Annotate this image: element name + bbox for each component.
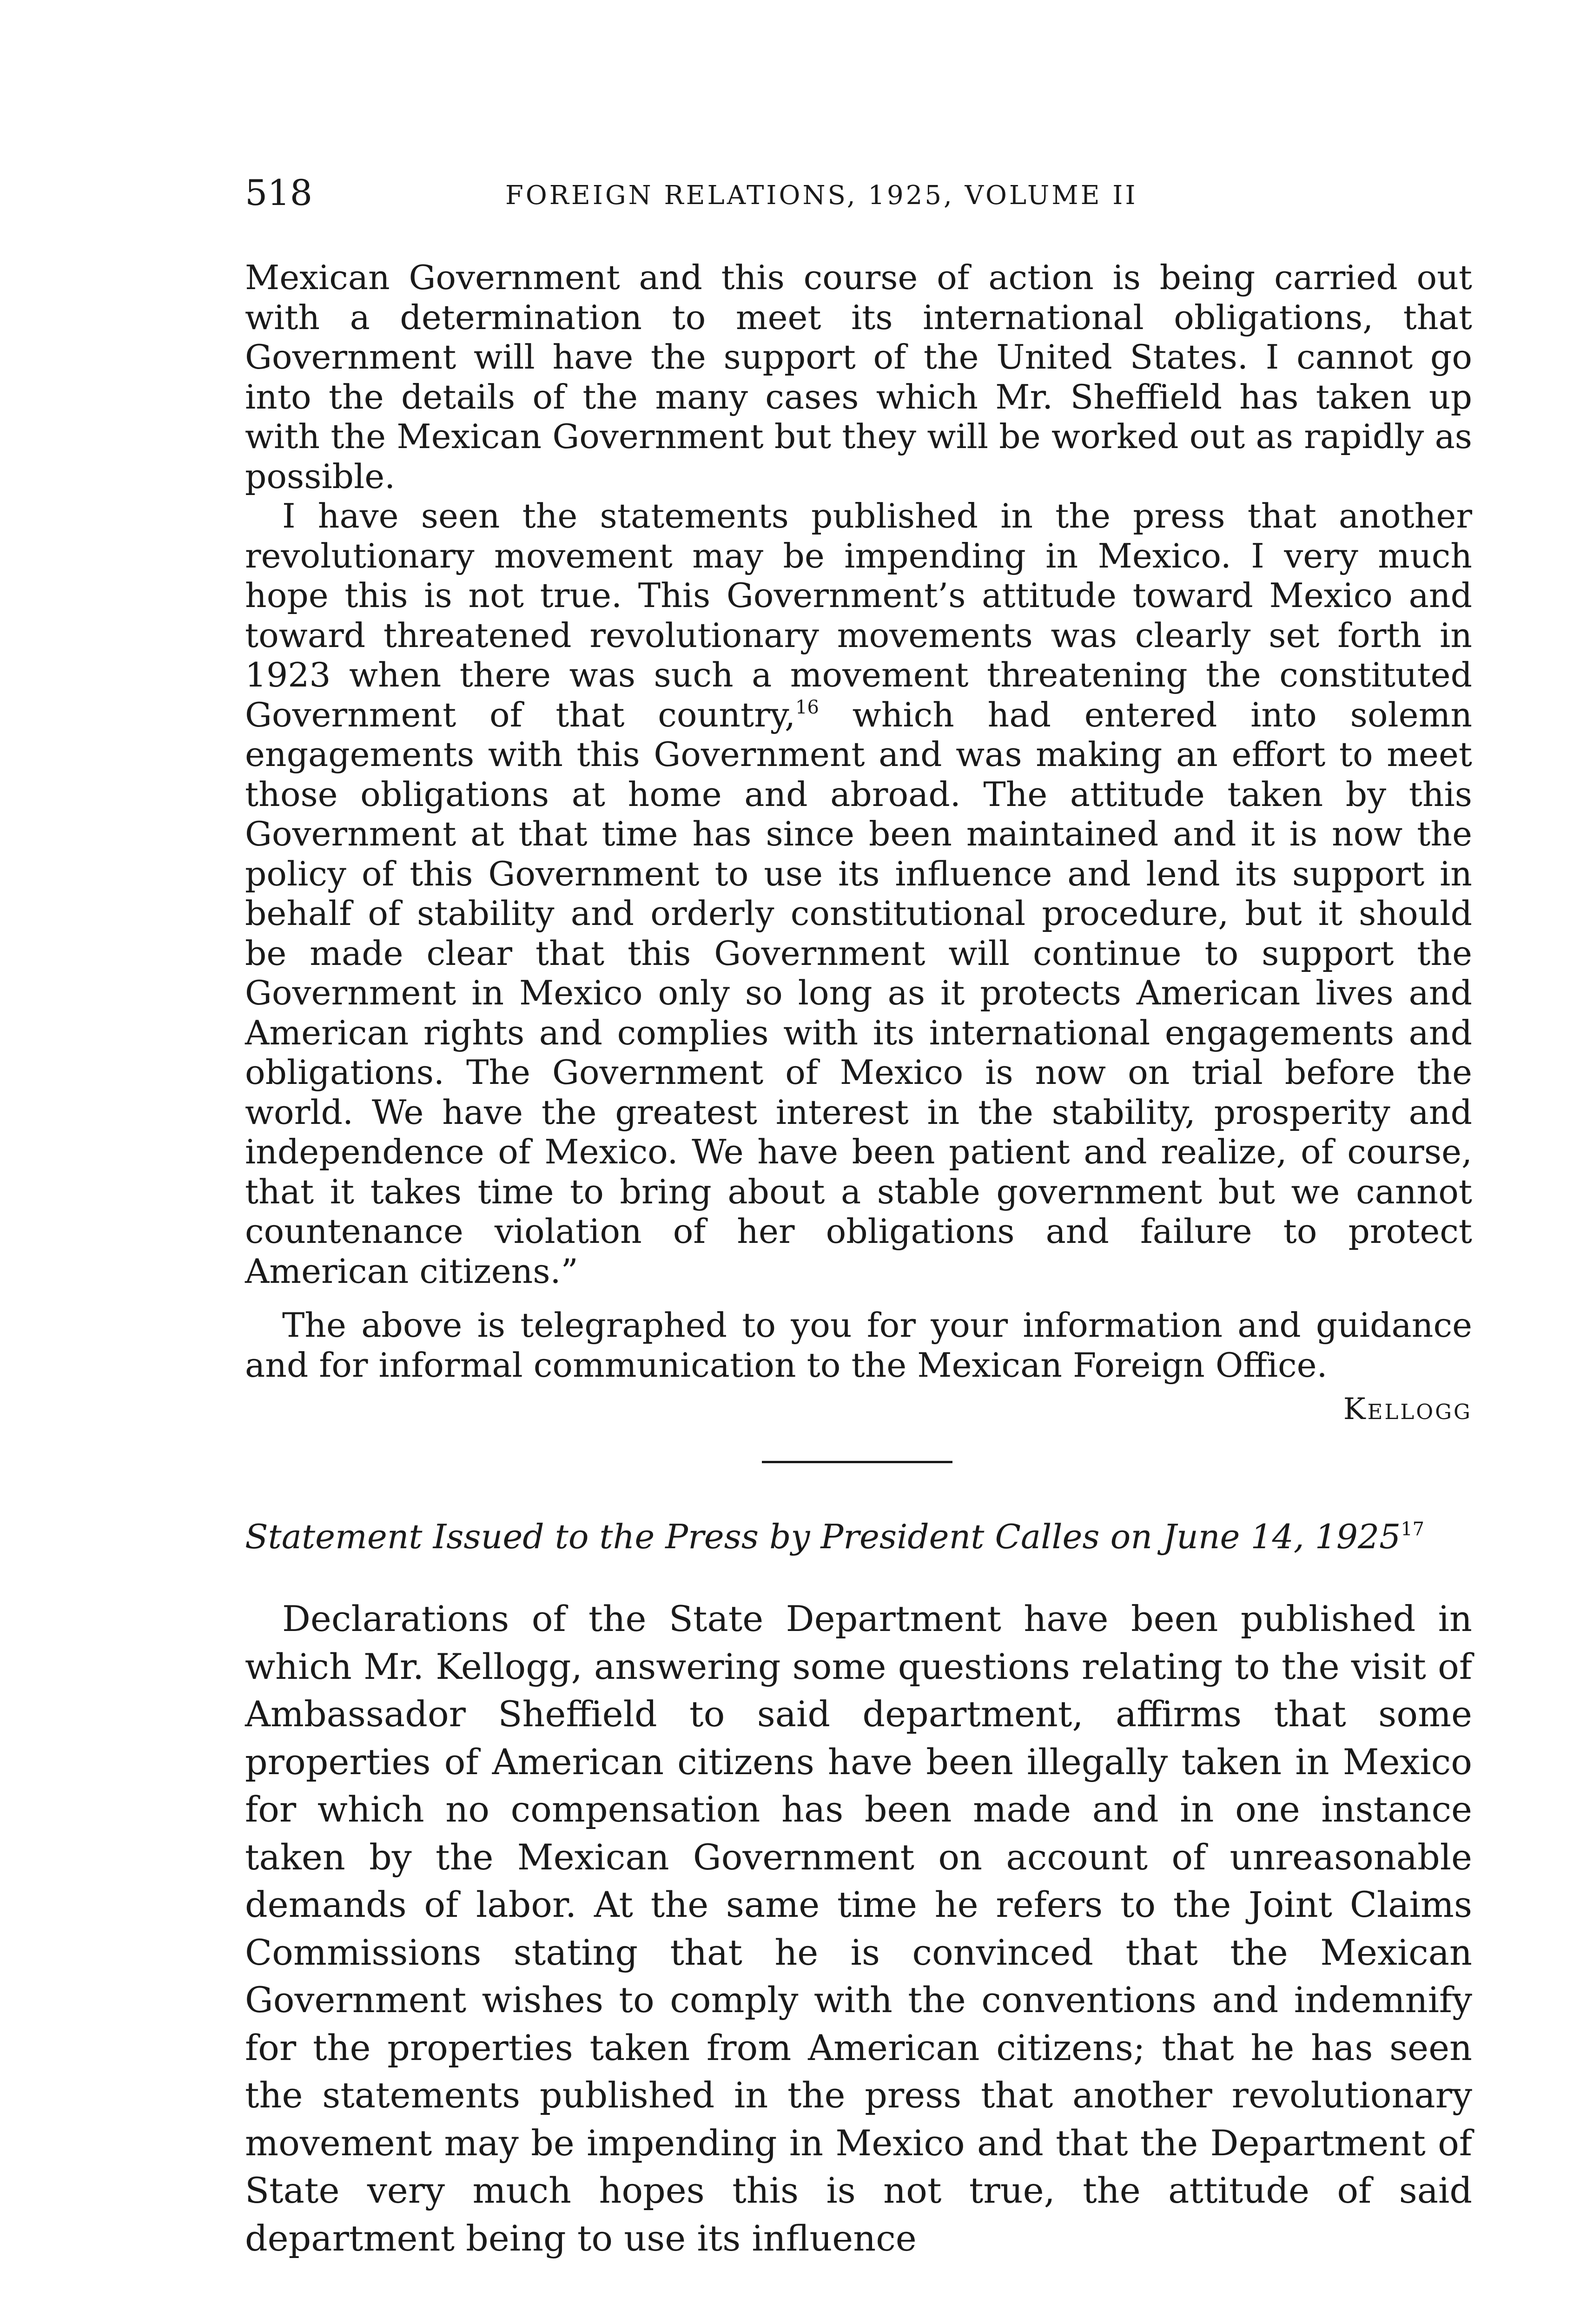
footnote-ref-17: 17	[1401, 1519, 1425, 1540]
paragraph-3: The above is telegraphed to you for your information and guidance and for informal communication to the Mexican Foreign Office.	[245, 1306, 1472, 1385]
paragraph-revolution	[245, 497, 1472, 1292]
footnote-ref-16: 16	[795, 696, 819, 718]
paragraph-4: Declarations of the State Department have been published in which Mr. Kellogg, answering some questions relating to the visit of Ambassador Sheffield to said department, affirms that some properties of American citizens have been illegally taken in Mexico for which no compensation has been made and in one instance taken by the Mexican Government on account of unreasonable demands of labor. At the same time he refers to the Joint Claims Commissions stating that he is convinced that the Mexican Government wishes to comply with the conventions and indemnify for the properties taken from American citizens; that he has seen the statements published in the press that another revolutionary movement may be impending in Mexico and that the Department of State very much hopes this is not true, the attitude of said department being to use its influence	[245, 1598, 1472, 2259]
signature: Kellogg	[1343, 1392, 1472, 1426]
paragraph-2	[245, 497, 1472, 1292]
running-head	[245, 172, 1472, 223]
paragraph-declarations	[245, 1595, 1472, 2262]
paragraph-2-part-2: which had entered into solemn engagements with this Government and was making an effort to meet those obligations at home and abroad. The attitude taken by this Government at that time has since been maintained and it is now the policy of this Government to use its influence and lend its support in behalf of stability and orderly constitutional procedure, but it should be made clear that this Government will continue to support the Government in Mexico only so long as it protects American lives and American rights and complies with its international engagements and obligations. The Government of Mexico is now on trial before the world. We have the greatest interest in the stability, prosperity and independence of Mexico. We have been patient and realize, of course, that it takes time to bring about a stable government but we cannot countenance violation of her obligations and failure to protect American citizens.”	[245, 695, 1473, 1291]
paragraph-2-part-1: I have seen the statements published in the press that another revolutionary movement may be impending in Mexico. I very much hope this is not true. This Government’s attitude toward Mexico and toward threatened revolutionary movements was clearly set forth in 1923 when there was such a movement threatening the constituted Government of that country,	[245, 497, 1472, 735]
page-number: 518	[245, 172, 313, 213]
running-title: FOREIGN RELATIONS, 1925, VOLUME II	[505, 180, 1138, 211]
document-heading-text: Statement Issued to the Press by President Calles on June 14, 1925	[245, 1518, 1401, 1557]
paragraph-telegraph	[245, 1306, 1472, 1386]
document-heading	[245, 1516, 1472, 1558]
paragraph-continuation	[245, 258, 1472, 497]
paragraph-1: Mexican Government and this course of action is being carried out with a determination to meet its international obligations, that Government will have the support of the United States. I cannot go into the details of the many cases which Mr. Sheffield has taken up with the Mexican Government but they will be worked out as rapidly as possible.	[245, 258, 1472, 496]
section-divider	[762, 1461, 952, 1463]
